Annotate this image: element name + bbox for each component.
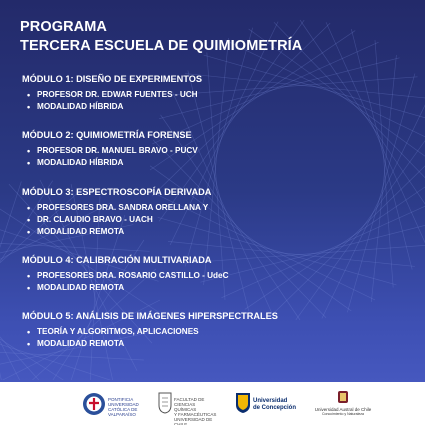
title-line-2: TERCERA ESCUELA DE QUIMIOMETRÍA bbox=[20, 38, 303, 54]
uchile-text-3: Y FARMACÉUTICAS bbox=[174, 412, 217, 417]
module-4-bullet-1: • PROFESORES DRA. ROSARIO CASTILLO - UdeC bbox=[22, 270, 417, 282]
module-5-bullet-2: • MODALIDAD REMOTA bbox=[22, 338, 417, 350]
module-5-title: MÓDULO 5: ANÁLISIS DE IMÁGENES HIPERSPECTRALES bbox=[22, 311, 278, 321]
pucv-text-1: PONTIFICIA bbox=[108, 397, 134, 402]
udec-text-1: Universidad bbox=[253, 398, 288, 404]
udec-shield-icon bbox=[236, 393, 250, 413]
module-2-bullet-2: • MODALIDAD HÍBRIDA bbox=[22, 157, 417, 169]
module-4 bbox=[22, 254, 417, 294]
module-3-bullet-3: • MODALIDAD REMOTA bbox=[22, 226, 417, 238]
uach-crest-icon bbox=[336, 390, 350, 404]
module-list bbox=[22, 73, 417, 366]
uach-text-1: Universidad Austral de Chile bbox=[314, 407, 372, 412]
pucv-text-3: CATÓLICA DE bbox=[108, 407, 138, 412]
logo-footer bbox=[0, 382, 425, 425]
module-2 bbox=[22, 129, 417, 169]
module-5-bullet-1: • TEORÍA Y ALGORITMOS, APLICACIONES bbox=[22, 326, 417, 338]
module-3-bullet-1: • PROFESORES DRA. SANDRA ORELLANA Y bbox=[22, 202, 417, 214]
uchile-text-1: FACULTAD DE bbox=[174, 397, 205, 402]
title-line-1: PROGRAMA bbox=[20, 19, 107, 35]
pucv-crest-icon bbox=[82, 391, 106, 417]
pucv-logo bbox=[82, 388, 142, 420]
udec-text-2: de Concepción bbox=[253, 404, 297, 411]
pucv-text-4: VALPARAÍSO bbox=[108, 412, 136, 417]
uchile-shield-icon bbox=[158, 392, 172, 414]
module-1-bullet-1: • PROFESOR DR. EDWAR FUENTES - UCH bbox=[22, 89, 417, 101]
module-1-title: MÓDULO 1: DISEÑO DE EXPERIMENTOS bbox=[22, 74, 203, 84]
uach-logo bbox=[308, 388, 378, 420]
uchile-text-4: UNIVERSIDAD DE CHILE bbox=[174, 417, 213, 425]
poster-title bbox=[20, 18, 302, 56]
uchile-quimica-logo bbox=[158, 388, 218, 425]
module-1-bullet-2: • MODALIDAD HÍBRIDA bbox=[22, 101, 417, 113]
module-1 bbox=[22, 73, 417, 113]
pattern-line bbox=[0, 207, 9, 380]
module-3-title: MÓDULO 3: ESPECTROSCOPÍA DERIVADA bbox=[22, 187, 212, 197]
module-2-bullet-1: • PROFESOR DR. MANUEL BRAVO - PUCV bbox=[22, 145, 417, 157]
module-4-bullet-2: • MODALIDAD REMOTA bbox=[22, 282, 417, 294]
module-2-title: MÓDULO 2: QUIMIOMETRÍA FORENSE bbox=[22, 130, 192, 140]
module-4-title: MÓDULO 4: CALIBRACIÓN MULTIVARIADA bbox=[22, 255, 212, 265]
uchile-text-2: CIENCIAS QUÍMICAS bbox=[174, 402, 197, 412]
udec-logo bbox=[236, 388, 296, 420]
module-5 bbox=[22, 310, 417, 350]
pattern-line bbox=[0, 181, 21, 380]
module-3 bbox=[22, 186, 417, 238]
module-3-bullet-2: • DR. CLAUDIO BRAVO - UACH bbox=[22, 214, 417, 226]
pucv-text-2: UNIVERSIDAD bbox=[108, 402, 139, 407]
uach-text-2: Conocimiento y Naturaleza bbox=[321, 412, 365, 416]
